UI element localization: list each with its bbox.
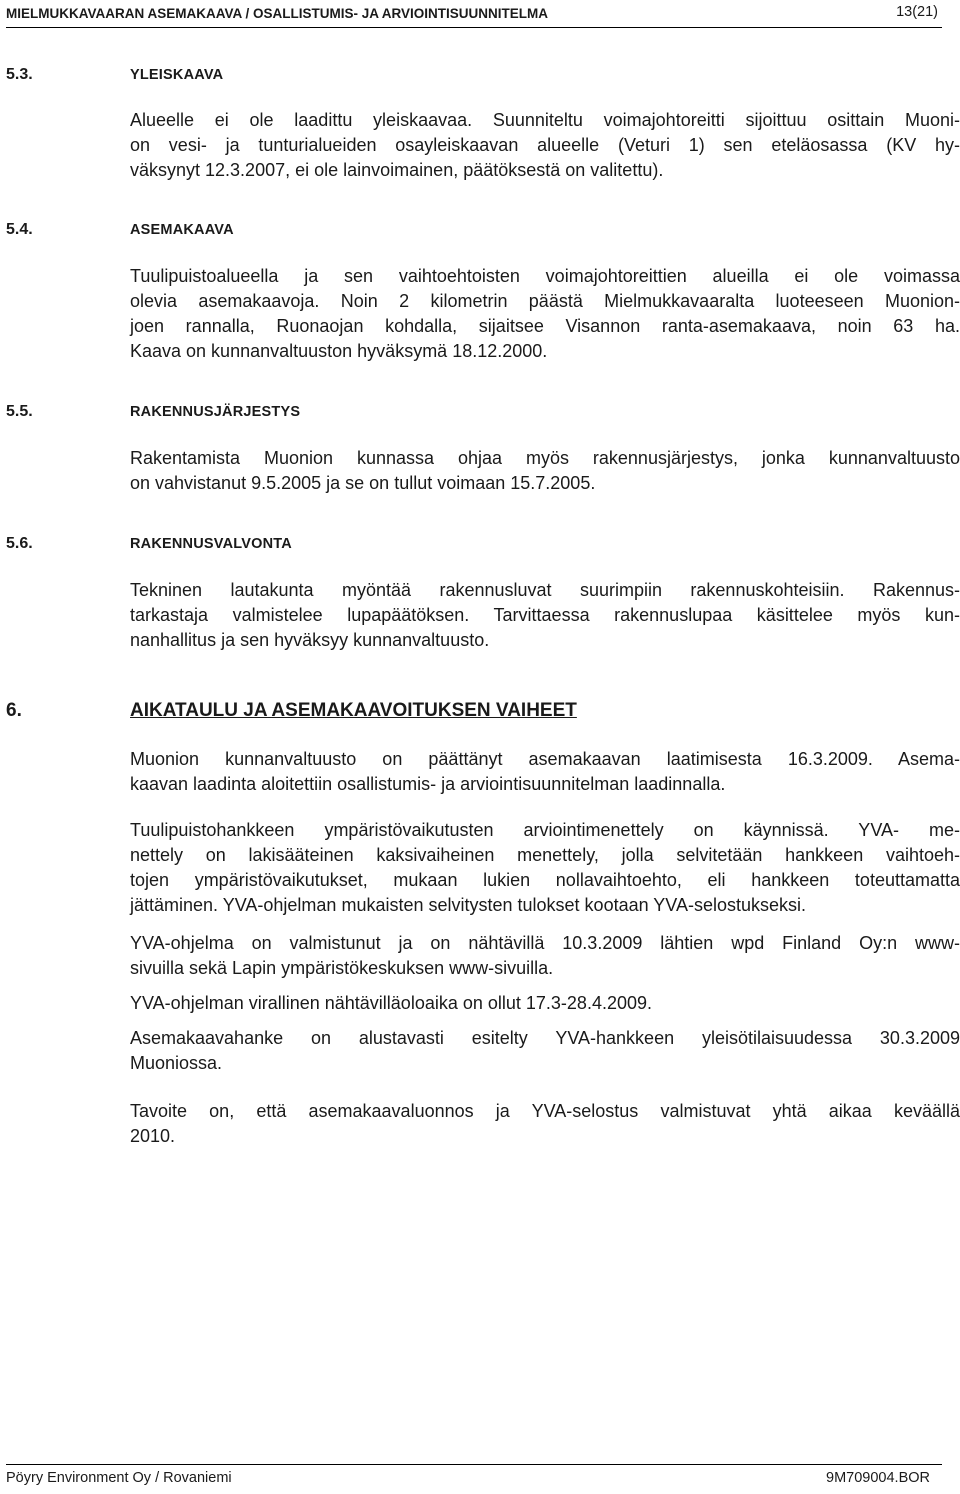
text-line: YVA-ohjelman virallinen nähtävilläoloaika on ollut 17.3-28.4.2009.	[130, 993, 652, 1013]
text-line: Kaava on kunnanvaltuuston hyväksymä 18.12.2000.	[130, 341, 548, 361]
text-line: Tuulipuistohankkeen ympäristövaikutusten arviointimenettely on käynnissä. YVA- me-	[130, 820, 960, 840]
section-number: 5.6.	[6, 535, 33, 552]
footer-rule	[6, 1464, 942, 1465]
document-title: MIELMUKKAVAARAN ASEMAKAAVA / OSALLISTUMIS- JA ARVIOINTISUUNNITELMA	[6, 6, 548, 21]
section-number: 5.4.	[6, 221, 33, 238]
section-number: 5.5.	[6, 403, 33, 420]
paragraph	[130, 991, 960, 1016]
text-line: joen rannalla, Ruonaojan kohdalla, sijaitsee Visannon ranta-asemakaava, noin 63 ha.	[130, 316, 960, 336]
paragraph	[130, 108, 960, 183]
chapter-title: AIKATAULU JA ASEMAKAAVOITUKSEN VAIHEET	[130, 700, 577, 721]
text-line: Rakentamista Muonion kunnassa ohjaa myös rakennusjärjestys, jonka kunnanvaltuusto	[130, 448, 960, 468]
page-number: 13(21)	[896, 4, 938, 20]
section-title: YLEISKAAVA	[130, 67, 224, 83]
text-line: on vahvistanut 9.5.2005 ja se on tullut voimaan 15.7.2005.	[130, 473, 596, 493]
text-line: Asemakaavahanke on alustavasti esitelty YVA-hankkeen yleisötilaisuudessa 30.3.2009	[130, 1028, 960, 1048]
text-line: olevia asemakaavoja. Noin 2 kilometrin päästä Mielmukkavaaralta luoteeseen Muonion-	[130, 291, 960, 311]
section-title: RAKENNUSJÄRJESTYS	[130, 404, 301, 420]
paragraph	[130, 931, 960, 981]
text-line: tarkastaja valmistelee lupapäätöksen. Tarvittaessa rakennuslupaa käsittelee myös kun-	[130, 605, 960, 625]
text-line: sivuilla sekä Lapin ympäristökeskuksen www-sivuilla.	[130, 958, 554, 978]
section-title: ASEMAKAAVA	[130, 222, 234, 238]
section-title: RAKENNUSVALVONTA	[130, 536, 292, 552]
text-line: Alueelle ei ole laadittu yleiskaavaa. Suunniteltu voimajohtoreitti sijoittuu osittain Muoni-	[130, 110, 960, 130]
text-line: väksynyt 12.3.2007, ei ole lainvoimainen, päätöksestä on valitettu).	[130, 160, 664, 180]
paragraph	[130, 264, 960, 364]
text-line: Muonion kunnanvaltuusto on päättänyt asemakaavan laatimisesta 16.3.2009. Asema-	[130, 749, 960, 769]
header-rule	[6, 27, 942, 28]
text-line: jättäminen. YVA-ohjelman mukaisten selvitysten tulokset kootaan YVA-selostukseksi.	[130, 895, 807, 915]
page-header	[6, 0, 942, 28]
text-line: Tekninen lautakunta myöntää rakennusluvat suurimpiin rakennuskohteisiin. Rakennus-	[130, 580, 960, 600]
paragraph	[130, 1099, 960, 1149]
text-line: kaavan laadinta aloitettiin osallistumis- ja arviointisuunnitelman laadinnalla.	[130, 774, 726, 794]
text-line: nanhallitus ja sen hyväksyy kunnanvaltuusto.	[130, 630, 490, 650]
paragraph	[130, 1026, 960, 1076]
page-footer	[6, 1470, 942, 1486]
text-line: YVA-ohjelma on valmistunut ja on nähtävillä 10.3.2009 lähtien wpd Finland Oy:n www-	[130, 933, 960, 953]
text-line: Muoniossa.	[130, 1053, 223, 1073]
text-line: on vesi- ja tunturialueiden osayleiskaavan alueelle (Veturi 1) sen eteläosassa (KV hy-	[130, 135, 960, 155]
text-line: nettely on lakisääteinen kaksivaiheinen menettely, jolla selvitetään hankkeen vaihtoeh-	[130, 845, 960, 865]
paragraph	[130, 747, 960, 797]
paragraph	[130, 446, 960, 496]
footer-document-code: 9M709004.BOR	[826, 1470, 930, 1486]
paragraph	[130, 578, 960, 653]
text-line: tojen ympäristövaikutukset, mukaan lukien nollavaihtoehto, eli hankkeen toteuttamatta	[130, 870, 960, 890]
paragraph	[130, 818, 960, 918]
footer-company: Pöyry Environment Oy / Rovaniemi	[6, 1470, 232, 1486]
text-line: 2010.	[130, 1126, 176, 1146]
text-line: Tuulipuistoalueella ja sen vaihtoehtoisten voimajohtoreittien alueilla ei ole voimassa	[130, 266, 960, 286]
chapter-number: 6.	[6, 700, 22, 721]
text-line: Tavoite on, että asemakaavaluonnos ja YVA-selostus valmistuvat yhtä aikaa keväällä	[130, 1101, 960, 1121]
section-number: 5.3.	[6, 66, 33, 83]
